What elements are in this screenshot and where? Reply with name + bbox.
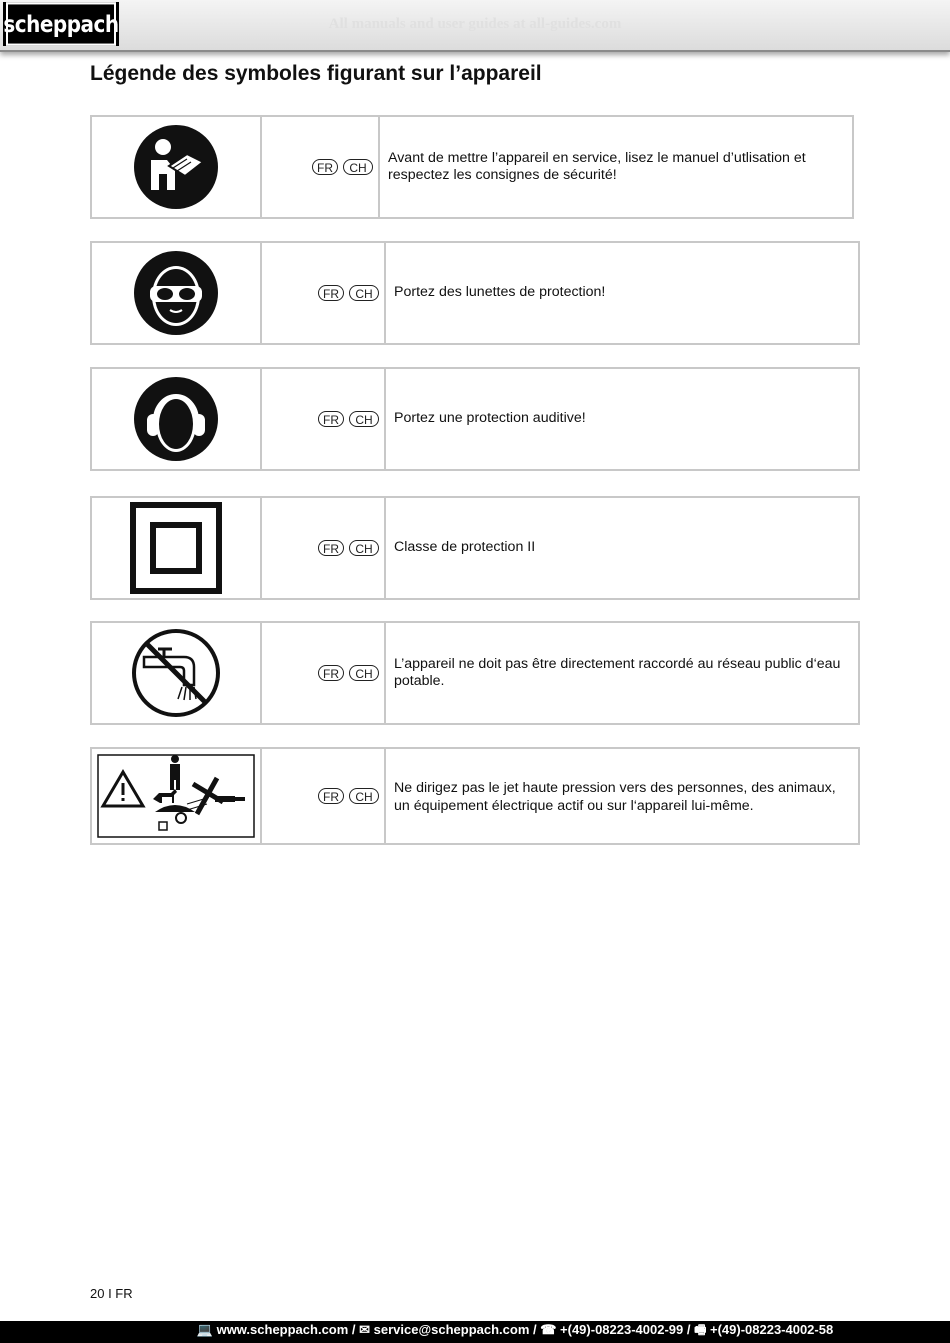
- symbol-row-read-manual: [90, 115, 854, 219]
- country-badge-fr: FR: [318, 540, 344, 556]
- country-badge-ch: CH: [349, 788, 379, 804]
- country-badge-ch: CH: [349, 285, 379, 301]
- symbol-description: L’appareil ne doit pas être directement raccordé au réseau public d‘eau potable.: [394, 655, 841, 689]
- symbol-description: Portez une protection auditive!: [394, 410, 586, 427]
- symbol-description: Avant de mettre l’appareil en service, lisez le manuel d’utlisation et respectez les consignes de sécurité!: [388, 149, 806, 183]
- symbol-description: Portez des lunettes de protection!: [394, 284, 606, 301]
- no-water-supply-connection-icon: [130, 627, 222, 719]
- country-badge-fr: FR: [318, 788, 344, 804]
- symbol-description: Classe de protection II: [394, 539, 536, 556]
- symbol-row-no-spray: [90, 747, 860, 845]
- country-badge-ch: CH: [349, 411, 379, 427]
- symbol-row-protection-class: [90, 496, 860, 600]
- page-number: 20 I FR: [90, 1286, 133, 1301]
- footer-contact-bar: 💻 www.scheppach.com / ✉ service@scheppach.com / ☎ +(49)-08223-4002-99 / 🖷 +(49)-08223-4002-58: [0, 1321, 950, 1343]
- logo-text: scheppach: [6, 2, 116, 46]
- country-badge-fr: FR: [318, 665, 344, 681]
- country-badge-fr: FR: [318, 411, 344, 427]
- country-badge-fr: FR: [318, 285, 344, 301]
- no-spray-at-people-animals-icon: [97, 754, 255, 838]
- symbol-row-eye-protection: [90, 241, 860, 345]
- country-badge-ch: CH: [349, 665, 379, 681]
- top-bar: [0, 0, 950, 52]
- country-badge-ch: CH: [349, 540, 379, 556]
- symbol-description: Ne dirigez pas le jet haute pression vers des personnes, des animaux, un équipement électrique actif ou sur l‘appareil lui-même.: [394, 780, 836, 814]
- symbol-row-ear-protection: [90, 367, 860, 471]
- read-manual-icon: [133, 124, 219, 210]
- country-badge-ch: CH: [343, 159, 373, 175]
- protection-class-ii-icon: [130, 502, 222, 594]
- symbol-row-no-water-connection: [90, 621, 860, 725]
- watermark: All manuals and user guides at all-guides.com: [328, 16, 622, 32]
- ear-protection-icon: [133, 376, 219, 462]
- page-title: Légende des symboles figurant sur l’appareil: [90, 62, 542, 85]
- country-badge-fr: FR: [312, 159, 338, 175]
- eye-protection-icon: [133, 250, 219, 336]
